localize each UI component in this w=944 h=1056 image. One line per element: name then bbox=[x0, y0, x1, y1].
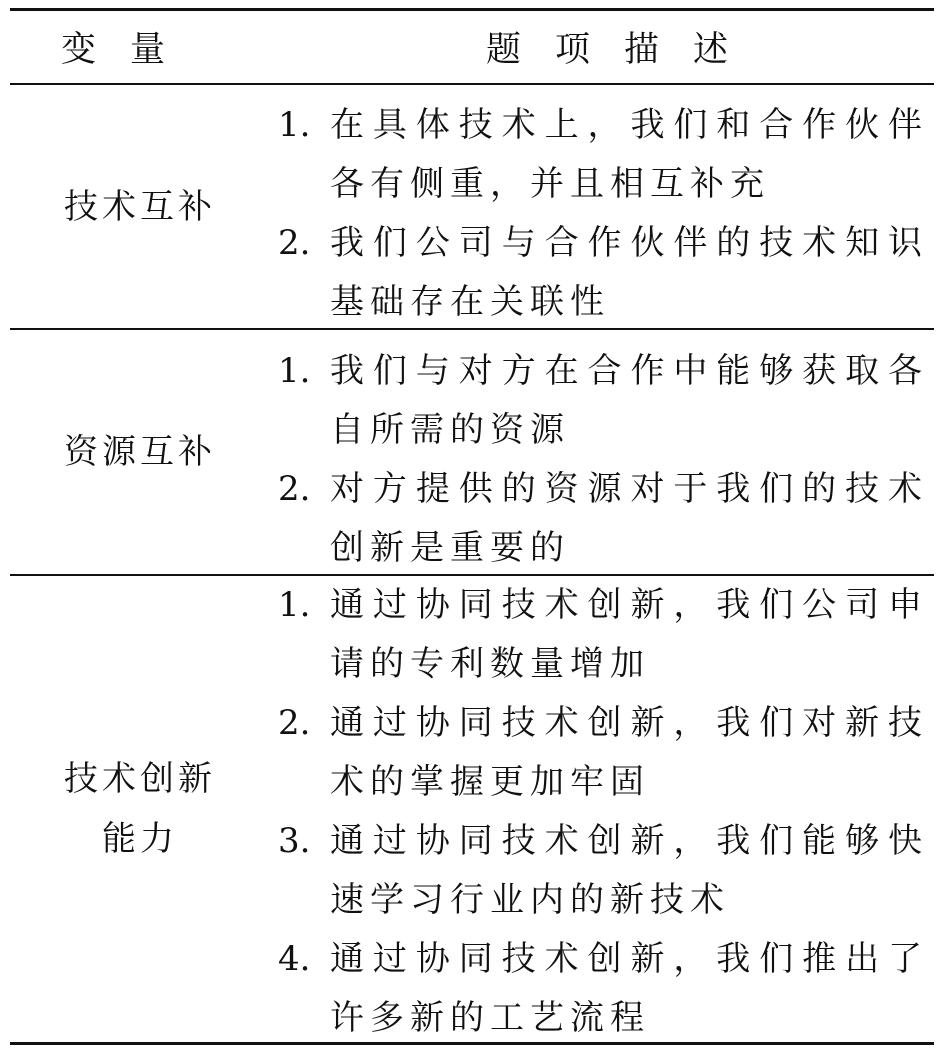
item-list bbox=[278, 96, 928, 332]
item-number: 3. bbox=[278, 821, 311, 861]
list-item bbox=[278, 96, 928, 214]
list-item bbox=[278, 342, 928, 460]
item-text: 我们公司与合作伙伴的技术知识基础存在关联性 bbox=[330, 223, 928, 322]
variable-label: 能力 bbox=[102, 819, 178, 859]
variable-cell bbox=[10, 576, 270, 1042]
item-number: 4. bbox=[278, 939, 311, 979]
item-number: 1. bbox=[278, 351, 311, 391]
item-number: 2. bbox=[278, 223, 311, 263]
variable-cell bbox=[10, 330, 270, 574]
variable-label: 资源互补 bbox=[64, 432, 216, 472]
item-number: 2. bbox=[278, 703, 311, 743]
item-list bbox=[278, 576, 928, 1048]
item-list bbox=[278, 342, 928, 578]
header-variable: 变量 bbox=[60, 30, 199, 70]
table-bottom-rule bbox=[10, 1042, 934, 1045]
item-number: 2. bbox=[278, 469, 311, 509]
item-number: 1. bbox=[278, 105, 311, 145]
header-description: 题项描述 bbox=[485, 30, 762, 70]
item-text: 通过协同技术创新，我们推出了许多新的工艺流程 bbox=[330, 939, 928, 1038]
list-item bbox=[278, 460, 928, 578]
item-text: 通过协同技术创新，我们公司申请的专利数量增加 bbox=[330, 585, 928, 684]
item-text: 对方提供的资源对于我们的技术创新是重要的 bbox=[330, 469, 928, 568]
variable-label: 技术创新 bbox=[64, 759, 216, 799]
item-text: 在具体技术上，我们和合作伙伴各有侧重，并且相互补充 bbox=[330, 105, 928, 204]
questionnaire-table bbox=[10, 8, 934, 1048]
list-item bbox=[278, 576, 928, 694]
list-item bbox=[278, 694, 928, 812]
variable-label: 技术互补 bbox=[64, 186, 216, 227]
item-text: 我们与对方在合作中能够获取各自所需的资源 bbox=[330, 351, 928, 450]
list-item bbox=[278, 214, 928, 332]
list-item bbox=[278, 930, 928, 1048]
variable-cell bbox=[10, 85, 270, 328]
item-text: 通过协同技术创新，我们能够快速学习行业内的新技术 bbox=[330, 821, 928, 920]
item-number: 1. bbox=[278, 585, 311, 625]
item-text: 通过协同技术创新，我们对新技术的掌握更加牢固 bbox=[330, 703, 928, 802]
list-item bbox=[278, 812, 928, 930]
